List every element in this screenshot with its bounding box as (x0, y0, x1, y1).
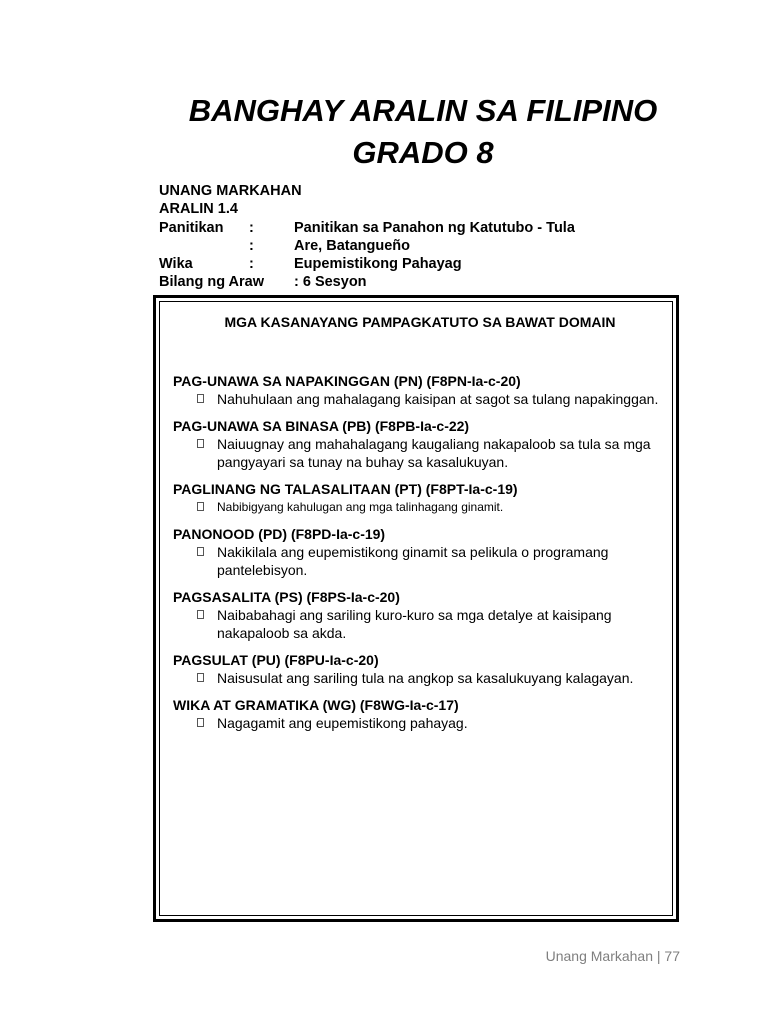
domain-list (173, 372, 678, 741)
page-footer: Unang Markahan | 77 (545, 948, 680, 964)
bullet-icon (197, 394, 204, 403)
competency-item: Naibabahagi ang sariling kuro-kuro sa mga detalye at kaisipang nakapaloob sa akda. (173, 606, 678, 642)
domain-heading: PANONOOD (PD) (F8PD-Ia-c-19) (173, 526, 386, 542)
domain-heading: PAGLINANG NG TALASALITAAN (PT) (F8PT-Ia-c-19) (173, 481, 518, 497)
competencies-title: MGA KASANAYANG PAMPAGKATUTO SA BAWAT DOMAIN (224, 314, 616, 330)
bullet-icon (197, 439, 204, 448)
domain-heading: PAGSASALITA (PS) (F8PS-Ia-c-20) (173, 589, 400, 605)
domain-heading: PAG-UNAWA SA NAPAKINGGAN (PN) (F8PN-Ia-c-20) (173, 373, 521, 389)
competency-item: Naisusulat ang sariling tula na angkop sa kasalukuyang kalagayan. (173, 669, 678, 687)
domain-ps (173, 588, 678, 642)
domain-pb (173, 417, 678, 471)
page-title: BANGHAY ARALIN SA FILIPINO (188, 93, 658, 128)
competency-item: Nahuhulaan ang mahalagang kaisipan at sagot sa tulang napakinggan. (173, 390, 678, 408)
bullet-icon (197, 718, 204, 727)
bullet-icon (197, 502, 204, 511)
domain-pd (173, 525, 678, 579)
competency-item: Nakikilala ang eupemistikong ginamit sa pelikula o programang pantelebisyon. (173, 543, 678, 579)
domain-heading: PAG-UNAWA SA BINASA (PB) (F8PB-Ia-c-22) (173, 418, 470, 434)
competency-item: Nabibigyang kahulugan ang mga talinhagang ginamit. (173, 498, 678, 516)
domain-pu (173, 651, 678, 687)
competency-item: Nagagamit ang eupemistikong pahayag. (173, 714, 678, 732)
domain-pt (173, 480, 678, 516)
competencies-box (153, 295, 679, 922)
bullet-icon (197, 673, 204, 682)
bullet-icon (197, 547, 204, 556)
page-subtitle: GRADO 8 (352, 135, 494, 170)
domain-wg (173, 696, 678, 732)
competencies-box-inner (159, 301, 673, 916)
bullet-icon (197, 610, 204, 619)
domain-pn (173, 372, 678, 408)
domain-heading: WIKA AT GRAMATIKA (WG) (F8WG-Ia-c-17) (173, 697, 459, 713)
domain-heading: PAGSULAT (PU) (F8PU-Ia-c-20) (173, 652, 379, 668)
competency-item: Naiuugnay ang mahahalagang kaugaliang nakapaloob sa tula sa mga pangyayari sa tunay na buhay sa kasalukuyan. (173, 435, 678, 471)
